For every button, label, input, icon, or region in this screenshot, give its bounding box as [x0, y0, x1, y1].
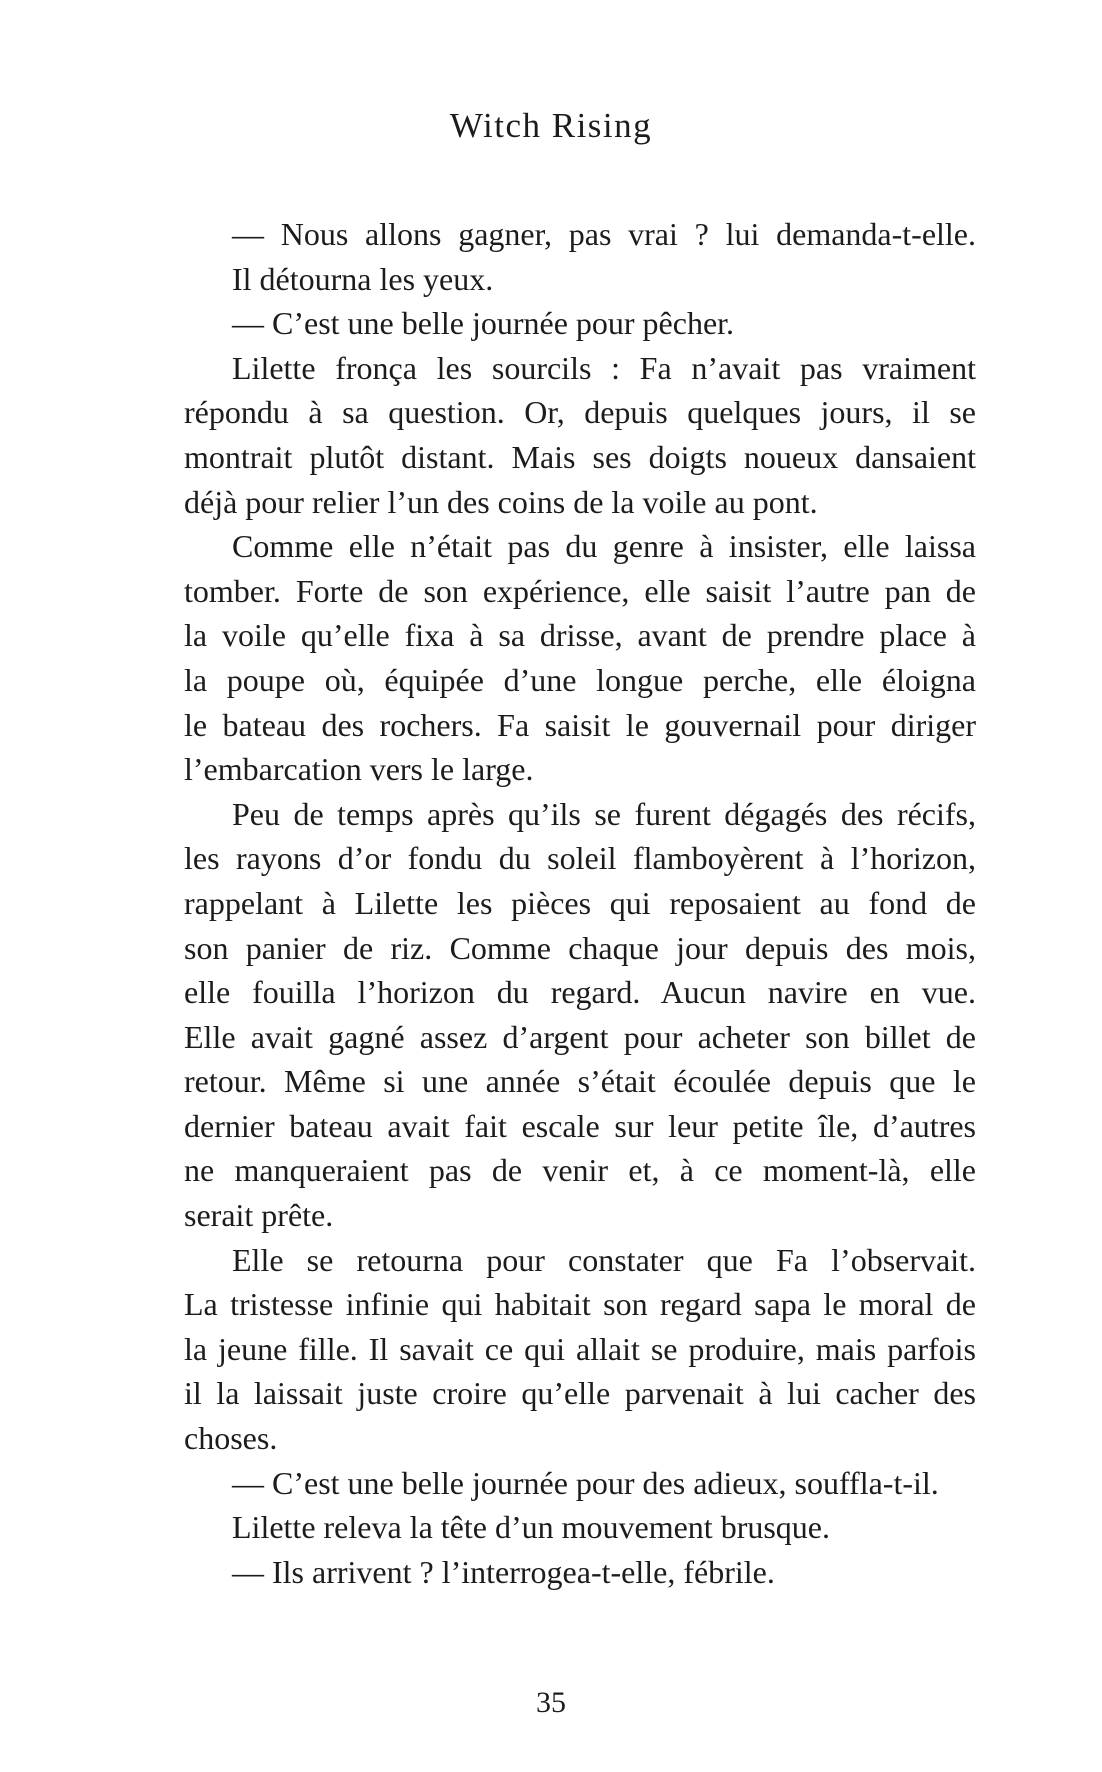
text-line: Il détourna les yeux. — [232, 260, 494, 297]
text-line: Peu de temps après qu’ils se furent dégagés des récifs, — [232, 795, 976, 832]
text-line: le bateau des rochers. Fa saisit le gouvernail pour diriger — [184, 706, 976, 743]
text-line: serait prête. — [184, 1197, 334, 1234]
text-line: — C’est une belle journée pour pêcher. — [232, 305, 735, 342]
text-line: elle fouilla l’horizon du regard. Aucun navire en vue. — [184, 974, 976, 1011]
text-line: déjà pour relier l’un des coins de la voile au pont. — [184, 483, 818, 520]
text-line: — Ils arrivent ? l’interrogea-t-elle, fébrile. — [232, 1553, 775, 1590]
text-line: ne manqueraient pas de venir et, à ce moment-là, elle — [184, 1152, 976, 1189]
text-line: Elle avait gagné assez d’argent pour acheter son billet de — [184, 1018, 976, 1055]
text-line: son panier de riz. Comme chaque jour depuis des mois, — [184, 929, 976, 966]
text-line: La tristesse infinie qui habitait son regard sapa le moral de — [184, 1286, 976, 1323]
text-line: Elle se retourna pour constater que Fa l’observait. — [232, 1241, 976, 1278]
text-line: tomber. Forte de son expérience, elle saisit l’autre pan de — [184, 572, 976, 609]
text-line: la voile qu’elle fixa à sa drisse, avant de prendre place à — [184, 617, 976, 654]
page-number: 35 — [536, 1686, 566, 1719]
text-line: répondu à sa question. Or, depuis quelques jours, il se — [184, 394, 976, 431]
text-line: montrait plutôt distant. Mais ses doigts noueux dansaient — [184, 438, 976, 475]
text-line: — C’est une belle journée pour des adieux, souffla-t-il. — [232, 1464, 939, 1501]
text-line: il la laissait juste croire qu’elle parvenait à lui cacher des — [184, 1375, 976, 1412]
body-text — [184, 212, 976, 1594]
text-line: Lilette releva la tête d’un mouvement brusque. — [232, 1509, 830, 1546]
text-line: la poupe où, équipée d’une longue perche, elle éloigna — [184, 661, 976, 698]
text-line: Lilette fronça les sourcils : Fa n’avait pas vraiment — [232, 349, 976, 386]
text-line: la jeune fille. Il savait ce qui allait se produire, mais parfois — [184, 1330, 976, 1367]
text-line: — Nous allons gagner, pas vrai ? lui demanda-t-elle. — [232, 216, 976, 252]
text-line: Comme elle n’était pas du genre à insister, elle laissa — [232, 528, 976, 565]
text-line: choses. — [184, 1420, 278, 1457]
text-line: dernier bateau avait fait escale sur leur petite île, d’autres — [184, 1107, 976, 1144]
text-line: retour. Même si une année s’était écoulée depuis que le — [184, 1063, 976, 1100]
text-line: rappelant à Lilette les pièces qui reposaient au fond de — [184, 884, 976, 921]
text-line: l’embarcation vers le large. — [184, 751, 534, 788]
running-head-title: Witch Rising — [449, 106, 653, 145]
text-line: les rayons d’or fondu du soleil flamboyèrent à l’horizon, — [184, 840, 976, 877]
